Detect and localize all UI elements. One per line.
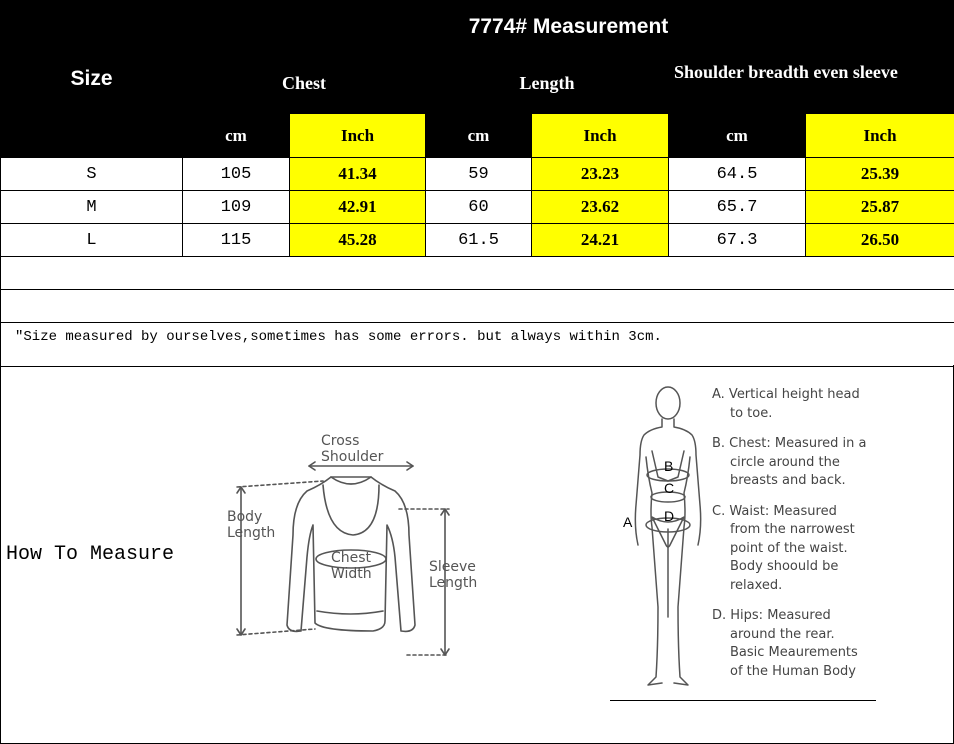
definition-line: around the rear. (730, 626, 835, 642)
definition-hips (712, 607, 952, 681)
sleeve-cm-cell: 67.3 (669, 224, 806, 257)
definition-line: D. Hips: Measured (712, 608, 831, 623)
body-label-d: D (664, 508, 675, 524)
definition-line: from the narrowest (730, 522, 855, 537)
head-outline (656, 387, 680, 419)
length-inch-cell: 24.21 (532, 224, 669, 257)
how-to-measure-label: How To Measure (6, 543, 175, 566)
measurement-definitions (712, 386, 952, 693)
table-title: 7774# Measurement (183, 1, 954, 54)
definition-line: relaxed. (730, 577, 783, 593)
definition-line: Body shoould be (730, 559, 839, 574)
length-cm-cell: 60 (426, 191, 532, 224)
sleeve-inch-cell: 25.39 (806, 158, 954, 191)
definition-line: B. Chest: Measured in a (712, 436, 867, 451)
size-chart (0, 0, 954, 367)
unit-cm-header: cm (183, 114, 290, 158)
definition-chest (712, 435, 952, 491)
definition-line: C. Waist: Measured (712, 503, 837, 519)
unit-inch-header: Inch (290, 114, 426, 158)
body-measure-illustration (606, 377, 716, 697)
chest-group-header: Chest (183, 54, 426, 114)
body-label-a: A (623, 514, 633, 530)
empty-row (1, 257, 954, 290)
chest-inch-cell: 41.34 (290, 158, 426, 191)
body-length-label: Body (227, 509, 263, 525)
sleeve-cm-cell: 65.7 (669, 191, 806, 224)
chest-inch-cell: 45.28 (290, 224, 426, 257)
caption-underline (610, 700, 876, 701)
size-cell: S (1, 158, 183, 191)
sleeve-cm-cell: 64.5 (669, 158, 806, 191)
length-inch-cell: 23.62 (532, 191, 669, 224)
chest-cm-cell: 109 (183, 191, 290, 224)
definition-line: A. Vertical height head (712, 387, 860, 402)
unit-inch-header: Inch (532, 114, 669, 158)
size-cell: L (1, 224, 183, 257)
definition-height (712, 386, 952, 423)
body-label-b: B (664, 458, 674, 474)
chest-cm-cell: 115 (183, 224, 290, 257)
definition-line: breasts and back. (730, 473, 846, 488)
unit-cm-header: cm (426, 114, 532, 158)
cross-shoulder-label: Shoulder (321, 449, 384, 465)
definition-line: of the Human Body (730, 663, 856, 679)
how-to-measure-section (0, 365, 954, 744)
sleeve-length-label: Length (429, 575, 478, 591)
sleeve-length-label: Sleeve (429, 559, 476, 575)
table-row (1, 224, 954, 257)
size-table (0, 0, 954, 367)
definition-waist (712, 503, 952, 596)
length-inch-cell: 23.23 (532, 158, 669, 191)
empty-cell (1, 290, 954, 323)
chest-inch-cell: 42.91 (290, 191, 426, 224)
empty-cell (1, 257, 954, 290)
body-length-label: Length (227, 525, 276, 541)
cross-shoulder-label: Cross (321, 433, 360, 449)
definition-line: point of the waist. (730, 540, 848, 556)
table-row (1, 158, 954, 191)
chest-cm-cell: 105 (183, 158, 290, 191)
unit-inch-header: Inch (806, 114, 954, 158)
definition-line: circle around the (730, 454, 840, 470)
chest-width-label: Width (331, 566, 372, 582)
length-cm-cell: 59 (426, 158, 532, 191)
sweater-measure-illustration (223, 425, 483, 665)
definition-line: Basic Meaurements (730, 645, 858, 660)
size-cell: M (1, 191, 183, 224)
table-row (1, 191, 954, 224)
empty-row (1, 290, 954, 323)
shoulder-sleeve-group-header: Shoulder breadth even sleeve (669, 54, 954, 114)
note-row (1, 323, 954, 367)
size-header: Size (1, 1, 183, 158)
length-cm-cell: 61.5 (426, 224, 532, 257)
unit-cm-header: cm (669, 114, 806, 158)
body-label-c: C (664, 480, 675, 496)
definition-line: to toe. (730, 405, 773, 421)
length-group-header: Length (426, 54, 669, 114)
chest-width-label: Chest (331, 550, 372, 566)
sleeve-inch-cell: 26.50 (806, 224, 954, 257)
measurement-note: "Size measured by ourselves,sometimes has some errors. but always within 3cm. (1, 323, 954, 367)
sleeve-inch-cell: 25.87 (806, 191, 954, 224)
